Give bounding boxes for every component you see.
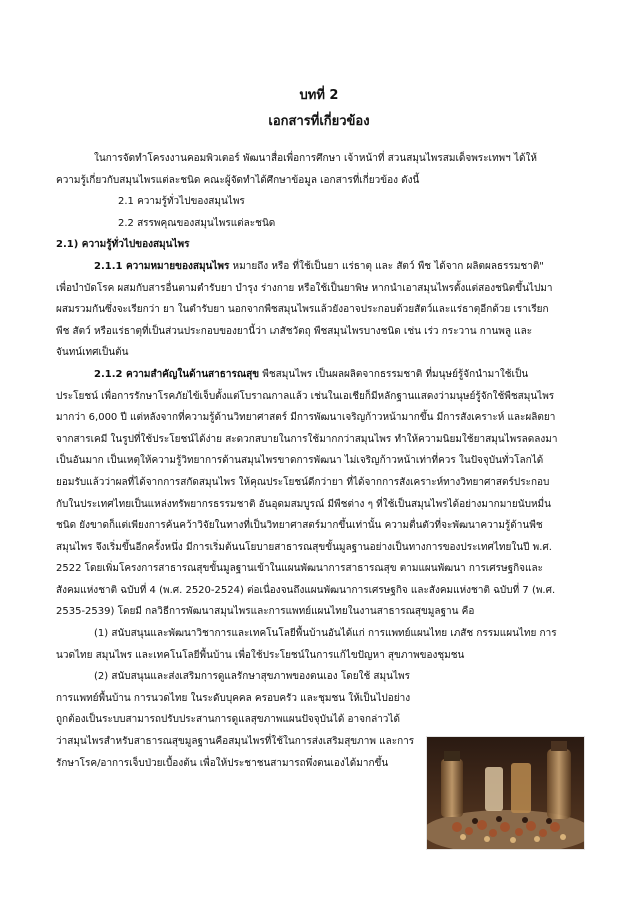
list-item-2-first-line: (2) สนับสนุนและส่งเสริมการดูแลรักษาสุขภาพของตนเอง โดยใช้ สมุนไพร — [94, 671, 410, 683]
paragraph-line: ชนิด ยังขาดก็แต่เพียงการค้นคว้าวิจัยในทางที่เป็นวิทยาศาสตร์มากขึ้นเท่านั้น ความตื่นตัวที่จะพัฒนาความรู้ด้านพืช — [56, 520, 543, 532]
sub-2-1-2-text: พืชสมุนไพร เป็นผลผลิตจากธรรมชาติ ที่มนุษย์รู้จักนำมาใช้เป็น — [259, 368, 529, 380]
paragraph-line: เป็นอันมาก เป็นเหตุให้ความรู้วิทยาการด้านสมุนไพรขาดการพัฒนา ไม่เจริญก้าวหน้าเท่าที่ควร ในปัจจุบันทั่วโลกได้ — [56, 455, 544, 467]
list-item-2-line: ว่าสมุนไพรสำหรับสาธารณสุขมูลฐานคือสมุนไพรที่ใช้ในการส่งเสริมสุขภาพ และการ — [56, 736, 415, 748]
paragraph-line: จันทน์เทศเป็นต้น — [56, 347, 129, 359]
herb-bottles-photo — [426, 736, 585, 850]
paragraph-line: 2535-2539) โดยมี กลวิธีการพัฒนาสมุนไพรและการแพทย์แผนไทยในงานสาธารณสุขมูลฐาน คือ — [56, 606, 475, 618]
toc-item-2-1: 2.1 ความรู้ทั่วไปของสมุนไพร — [118, 196, 245, 208]
toc-item-2-2: 2.2 สรรพคุณของสมุนไพรแต่ละชนิด — [118, 217, 276, 229]
paragraph-line: มากว่า 6,000 ปี แต่หลังจากที่ความรู้ด้านวิทยาศาสตร์ มีการพัฒนาเจริญก้าวหน้ามากขึ้น มีการสังเคราะห์ และผลิตยา — [56, 412, 556, 424]
page-title: เอกสารที่เกี่ยวข้อง — [268, 114, 370, 129]
intro-line-2: ความรู้เกี่ยวกับสมุนไพรแต่ละชนิด คณะผู้จัดทำได้ศึกษาข้อมูล เอกสารที่เกี่ยวข้อง ดังนี้ — [56, 174, 420, 186]
sub-2-1-2-label: 2.1.2 ความสำคัญในด้านสาธารณสุข — [94, 368, 260, 380]
list-item-2-line: การแพทย์พื้นบ้าน การนวดไทย ในระดับบุคคล ครอบครัว และชุมชน ให้เป็นไปอย่าง — [56, 692, 411, 704]
document-body — [56, 148, 580, 774]
paragraph-line: ยอมรับแล้วว่าผลที่ได้จากการสกัดสมุนไพร ให้คุณประโยชน์ดีกว่ายา ที่ได้จากการสังเคราะห์ทางวิทยาศาสตร์ประกอบ — [56, 476, 550, 488]
herb-photo-drawing — [427, 737, 584, 849]
paragraph-line: 2522 โดยเพิ่มโครงการสาธารณสุขขั้นมูลฐานเข้าในแผนพัฒนาการสาธารณสุข ตามแผนพัฒนา การเศรษฐกิจและ — [56, 563, 543, 575]
list-item-1-first-line: (1) สนับสนุนและพัฒนาวิชาการและเทคโนโลยีพื้นบ้านอันได้แก่ การแพทย์แผนไทย เภสัช กรรมแผนไทย การ — [94, 628, 557, 640]
intro-line-1: ในการจัดทำโครงงานคอมพิวเตอร์ พัฒนาสื่อเพื่อการศึกษา เจ้าหน้าที่ สวนสมุนไพรสมเด็จพระเทพฯ ได้ให้ — [94, 153, 537, 164]
paragraph-line: พืช สัตว์ หรือแร่ธาตุที่เป็นส่วนประกอบของยานี้ว่า เภสัชวัตถุ พืชสมุนไพรบางชนิด เช่น เร่ว กระวาน กานพลู และ — [56, 325, 533, 337]
paragraph-line: เพื่อบำบัดโรค ผสมกับสารอื่นตามตำรับยา บำรุง ร่างกาย หรือใช้เป็นยาพิษ หากนำเอาสมุนไพรตั้งแต่สองชนิดขึ้นไปมา — [56, 282, 553, 294]
section-heading-2-1: 2.1) ความรู้ทั่วไปของสมุนไพร — [56, 239, 190, 251]
chapter-number: บทที่ 2 — [299, 88, 339, 103]
sub-2-1-1-text: หมายถึง หรือ ที่ใช้เป็นยา แร่ธาตุ และ สัตว์ พืช ได้จาก ผลิตผลธรรมชาติ" — [229, 260, 544, 272]
paragraph-line: สมุนไพร จึงเริ่มขึ้นอีกครั้งหนึ่ง มีการเริ่มต้นนโยบายสาธารณสุขขั้นมูลฐานอย่างเป็นทางการของประเทศไทยในปี พ.ศ. — [56, 541, 552, 553]
paragraph-line: สังคมแห่งชาติ ฉบับที่ 4 (พ.ศ. 2520-2524) ต่อเนื่องจนถึงแผนพัฒนาการเศรษฐกิจ และสังคมแห่งชาติ ฉบับที่ 7 (พ.ศ. — [56, 584, 556, 596]
paragraph-line: ประโยชน์ เพื่อการรักษาโรคภัยไข้เจ็บตั้งแต่โบราณกาลแล้ว เช่นในเอเชียก็มีหลักฐานแสดงว่ามนุษย์รู้จักใช้พืชสมุนไพร — [56, 390, 555, 402]
list-item-2-line: ถูกต้องเป็นระบบสามารถปรับประสานการดูแลสุขภาพแผนปัจจุบันได้ อาจกล่าวได้ — [56, 714, 400, 726]
sub-2-1-1-first-line — [56, 256, 580, 278]
paragraph-line: ผสมรวมกันซึ่งจะเรียกว่า ยา ในตำรับยา นอกจากพืชสมุนไพรแล้วยังอาจประกอบด้วยสัตว์และแร่ธาตุอีกด้วย เราเรียก — [56, 304, 549, 316]
list-item-1-line: นวดไทย สมุนไพร และเทคโนโลยีพื้นบ้าน เพื่อใช้ประโยชน์ในการแก้ไขปัญหา สุขภาพของชุมชน — [56, 649, 465, 661]
sub-2-1-1-label: 2.1.1 ความหมายของสมุนไพร — [94, 260, 230, 272]
paragraph-line: จากสารเคมี ในรูปที่ใช้ประโยชน์ได้ง่าย สะดวกสบายในการใช้มากกว่าสมุนไพร ทำให้ความนิยมใช้ยาสมุนไพรลดลงมา — [56, 433, 558, 445]
list-item-2-line: รักษาโรค/อาการเจ็บป่วยเบื้องต้น เพื่อให้ประชาชนสามารถพึ่งตนเองได้มากขึ้น — [56, 757, 389, 769]
paragraph-line: กับในประเทศไทยเป็นแหล่งทรัพยากรธรรมชาติ อันอุดมสมบูรณ์ มีพืชต่าง ๆ ที่ใช้เป็นสมุนไพรได้อย่างมากมายนับหมื่น — [56, 498, 551, 510]
sub-2-1-2-first-line — [56, 364, 580, 386]
